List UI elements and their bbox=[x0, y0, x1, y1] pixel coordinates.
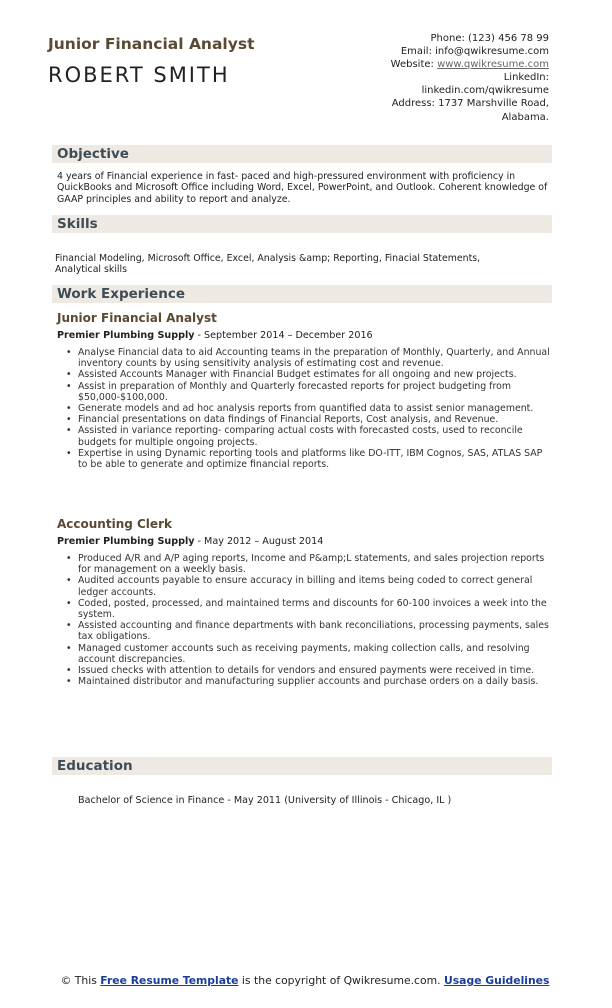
contact-email: Email: info@qwikresume.com bbox=[400, 46, 549, 58]
job-company-line bbox=[57, 330, 373, 341]
list-item: • Analyse Financial data to aid Accounting teams in the preparation of Monthly, Quarterly, and Annual inventory counts by using sensitivity analysis of estimating cost and revenue. bbox=[66, 347, 552, 369]
list-item: • Assisted accounting and finance departments with bank reconciliations, processing payments, sales tax obligations. bbox=[66, 620, 552, 642]
list-item: • Issued checks with attention to details for vendors and ensured payments were received in time. bbox=[66, 665, 552, 676]
list-item: • Coded, posted, processed, and maintained terms and discounts for 60-100 invoices a week into the system. bbox=[66, 598, 552, 620]
list-item: • Assist in preparation of Monthly and Quarterly forecasted reports for project budgeting from $50,000-$100,000. bbox=[66, 381, 552, 403]
education-heading: Education bbox=[57, 758, 133, 774]
objective-text: 4 years of Financial experience in fast- paced and high-pressured environment with proficiency in QuickBooks and Microsoft Office including Word, Excel, PowerPoint, and Outlook. Coherent knowledge of GAAP principles and ability to report and analyze. bbox=[57, 171, 548, 205]
footer-middle: is the copyright of Qwikresume.com. bbox=[238, 974, 444, 987]
usage-guidelines-link[interactable]: Usage Guidelines bbox=[443, 974, 550, 987]
work-heading: Work Experience bbox=[57, 286, 185, 302]
contact-phone: Phone: (123) 456 78 99 bbox=[430, 33, 549, 44]
job-company-line bbox=[57, 536, 323, 547]
job-role: Junior Financial Analyst bbox=[57, 311, 217, 325]
job-role: Accounting Clerk bbox=[57, 517, 172, 531]
free-resume-template-link[interactable]: Free Resume Template bbox=[100, 974, 239, 987]
list-item: • Assisted in variance reporting- comparing actual costs with forecasted costs, used to reconcile budgets for multiple ongoing projects. bbox=[66, 425, 552, 447]
contact-address-line1: Address: 1737 Marshville Road, bbox=[391, 98, 549, 110]
job-bullets bbox=[66, 347, 552, 470]
list-item: • Managed customer accounts such as receiving payments, making collection calls, and resolving account discrepancies. bbox=[66, 643, 552, 665]
footer bbox=[60, 974, 550, 987]
education-section-header bbox=[52, 757, 552, 775]
list-item: • Generate models and ad hoc analysis reports from quantified data to assist senior management. bbox=[66, 403, 552, 414]
work-section-header bbox=[52, 285, 552, 303]
contact-linkedin-url[interactable]: linkedin.com/qwikresume bbox=[421, 85, 549, 97]
skills-section-header bbox=[52, 215, 552, 233]
candidate-name: ROBERT SMITH bbox=[48, 63, 230, 87]
contact-website bbox=[289, 58, 549, 71]
list-item: • Maintained distributor and manufacturing supplier accounts and purchase orders on a daily basis. bbox=[66, 676, 552, 687]
job-bullets bbox=[66, 553, 552, 687]
list-item: • Produced A/R and A/P aging reports, Income and P&amp;L statements, and sales projection reports for management on a weekly basis. bbox=[66, 553, 552, 575]
website-link[interactable]: www.qwikresume.com bbox=[437, 59, 549, 71]
job-title: Junior Financial Analyst bbox=[48, 35, 255, 53]
skills-heading: Skills bbox=[57, 216, 98, 232]
job-dates: - May 2012 – August 2014 bbox=[194, 536, 324, 547]
job-company: Premier Plumbing Supply bbox=[57, 330, 195, 341]
website-label: Website: bbox=[390, 59, 434, 71]
list-item: • Assisted Accounts Manager with Financial Budget estimates for all ongoing and new projects. bbox=[66, 369, 552, 380]
objective-section-header bbox=[52, 145, 552, 163]
skills-text: Financial Modeling, Microsoft Office, Excel, Analysis &amp; Reporting, Finacial Statements, Analytical skills bbox=[55, 253, 481, 276]
contact-address-line2: Alabama. bbox=[501, 111, 549, 123]
list-item: • Audited accounts payable to ensure accuracy in billing and items being coded to correct general ledger accounts. bbox=[66, 575, 552, 597]
list-item: • Expertise in using Dynamic reporting tools and platforms like DO-ITT, IBM Cognos, SAS, ATLAS SAP to be able to generate and optimize financial reports. bbox=[66, 448, 552, 470]
contact-linkedin-label: LinkedIn: bbox=[503, 72, 549, 84]
list-item: • Financial presentations on data findings of Financial Reports, Cost analysis, and Revenue. bbox=[66, 414, 552, 425]
education-text: Bachelor of Science in Finance - May 2011 (University of Illinois - Chicago, IL ) bbox=[78, 795, 452, 806]
footer-prefix: © This bbox=[60, 974, 101, 987]
job-dates: - September 2014 – December 2016 bbox=[194, 330, 373, 341]
contact-block bbox=[289, 32, 549, 124]
job-company: Premier Plumbing Supply bbox=[57, 536, 195, 547]
objective-heading: Objective bbox=[57, 146, 129, 162]
